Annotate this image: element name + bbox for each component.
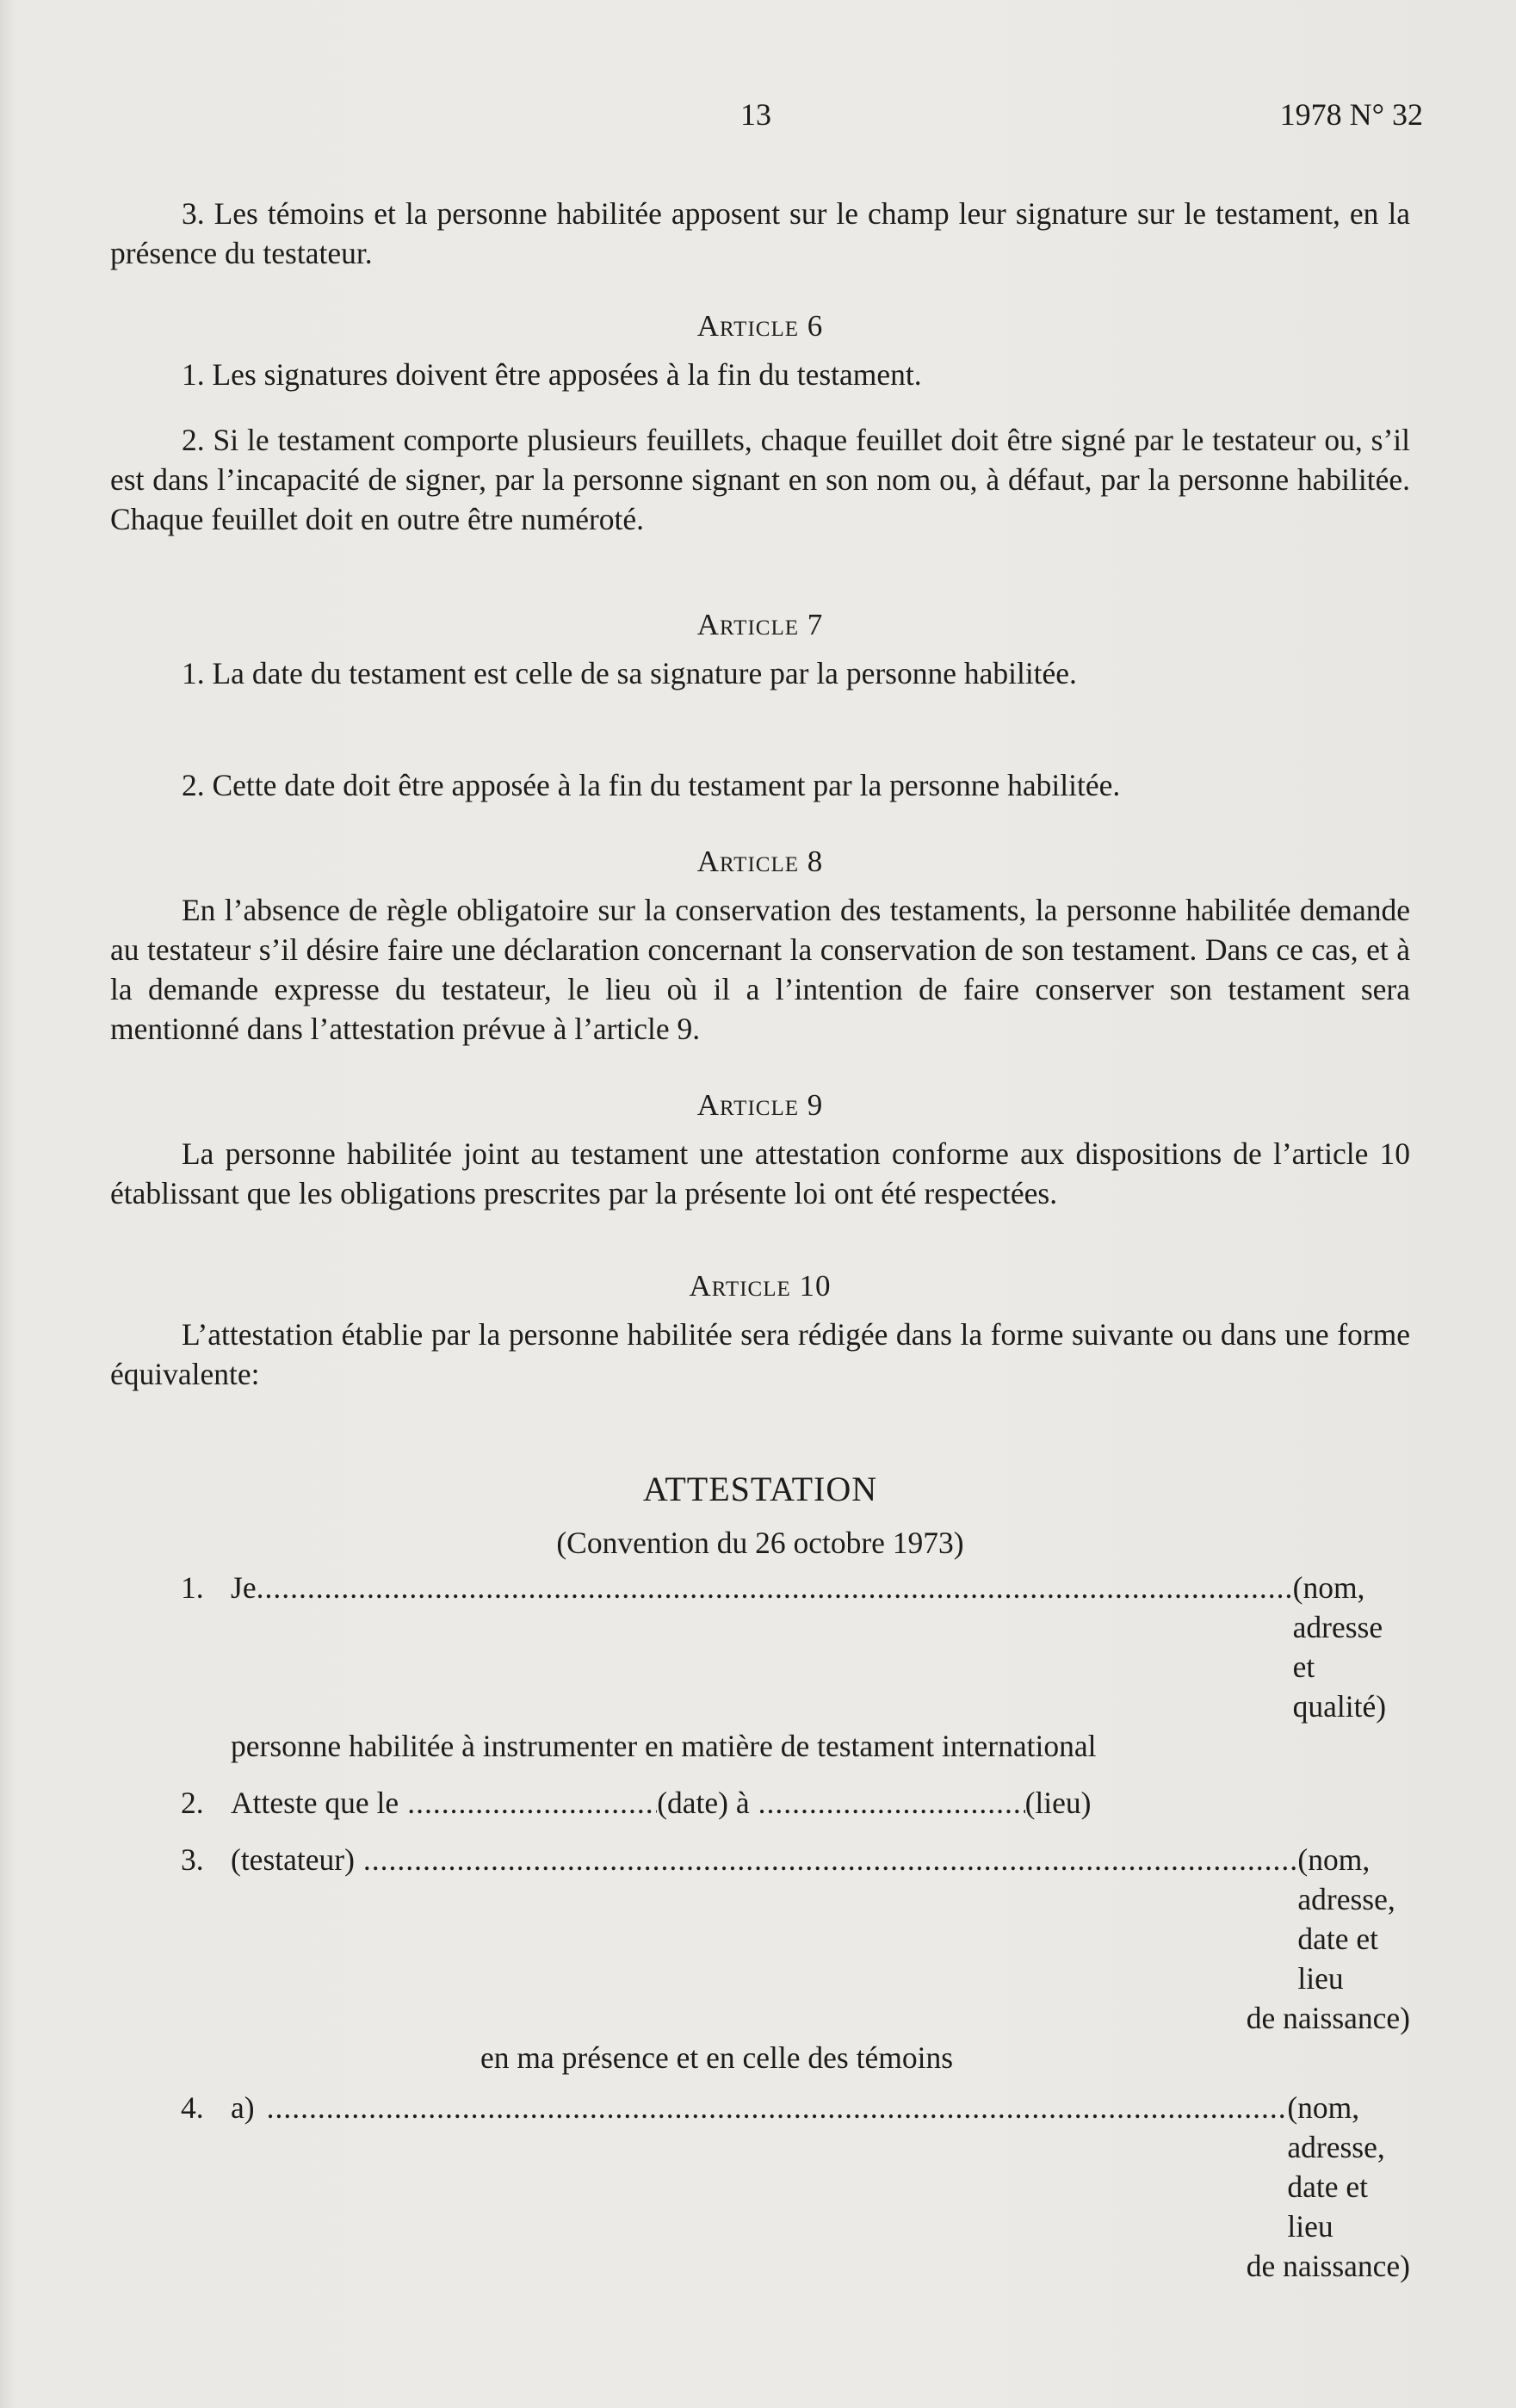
item-number: 2. bbox=[181, 1786, 204, 1820]
fill-in-dotted-line bbox=[758, 1783, 1025, 1823]
item-number: 3. bbox=[181, 1842, 204, 1877]
article10-paragraph1: L’attestation établie par la personne habilitée sera rédigée dans la forme suivante ou dans une forme équivalente: bbox=[110, 1317, 1410, 1391]
article7-paragraph2: 2. Cette date doit être apposée à la fin du testament par la personne habilitée. bbox=[182, 768, 1121, 802]
article5-paragraph3: 3. Les témoins et la personne habilitée apposent sur le champ leur signature sur le testament, en la présence du testateur. bbox=[110, 196, 1410, 270]
article7-paragraph1: 1. La date du testament est celle de sa signature par la personne habilitée. bbox=[182, 656, 1077, 690]
attestation-item-2 bbox=[181, 1783, 1410, 1823]
attestation-presence-line: en ma présence et en celle des témoins bbox=[480, 2040, 954, 2075]
attestation-item-4-line2: de naissance) bbox=[1246, 2249, 1410, 2283]
page-header bbox=[0, 96, 1516, 139]
item-hint: (nom, adresse et qualité) bbox=[1292, 1570, 1387, 1724]
article6-paragraph2: 2. Si le testament comporte plusieurs feuillets, chaque feuillet doit être signé par le testateur ou, s’il est dans l’incapacité de signer, par la personne signant en son nom ou, à défaut, par la personne habilitée. Chaque feuillet doit en outre être numéroté. bbox=[110, 423, 1410, 536]
fill-in-dotted-line bbox=[407, 1783, 657, 1823]
item-number: 1. bbox=[181, 1570, 204, 1605]
item-hint: (lieu) bbox=[1024, 1786, 1092, 1820]
item-hint: (date) à bbox=[657, 1786, 750, 1820]
article9-heading: Article 9 bbox=[696, 1088, 824, 1122]
article8-heading: Article 8 bbox=[696, 845, 824, 878]
article9-paragraph1: La personne habilitée joint au testament une attestation conforme aux dispositions de l’article 10 établissant que les obligations prescrites par la présente loi ont été respectées. bbox=[110, 1136, 1410, 1210]
attestation-subtitle: (Convention du 26 octobre 1973) bbox=[556, 1526, 964, 1560]
page-body bbox=[110, 194, 1410, 2286]
article6-paragraph1: 1. Les signatures doivent être apposées à la fin du testament. bbox=[182, 357, 922, 392]
fill-in-dotted-line bbox=[363, 1840, 1298, 1879]
attestation-item-3-line2: de naissance) bbox=[1246, 2001, 1410, 2035]
item-hint: (nom, adresse, date et lieu bbox=[1297, 1842, 1395, 1996]
attestation-item-3 bbox=[181, 1840, 1410, 1998]
article6-heading: Article 6 bbox=[696, 309, 824, 343]
fill-in-dotted-line bbox=[257, 1568, 1293, 1607]
item-label: Atteste que le bbox=[231, 1786, 399, 1820]
article8-paragraph1: En l’absence de règle obligatoire sur la conservation des testaments, la personne habilitée demande au testateur s’il désire faire une déclaration concernant la conservation de son testament. Dans ce cas, et à la demande expresse du testateur, le lieu où il a l’intention de faire conserver son testament sera mentionné dans l’attestation prévue à l’article 9. bbox=[110, 893, 1410, 1046]
article7-heading: Article 7 bbox=[696, 608, 824, 641]
item-label: Je bbox=[231, 1570, 257, 1605]
page-number: 13 bbox=[740, 97, 771, 132]
attestation-item-1-line2: personne habilitée à instrumenter en matière de testament international bbox=[231, 1729, 1097, 1763]
item-number: 4. bbox=[181, 2090, 204, 2125]
gazette-reference: 1978 N° 32 bbox=[1279, 97, 1423, 132]
fill-in-dotted-line bbox=[267, 2088, 1288, 2127]
article10-heading: Article 10 bbox=[689, 1269, 832, 1303]
attestation-item-1 bbox=[181, 1568, 1410, 1726]
attestation-form bbox=[181, 1568, 1410, 2286]
item-hint: (nom, adresse, date et lieu bbox=[1287, 2090, 1385, 2244]
item-label: (testateur) bbox=[231, 1842, 355, 1877]
attestation-title: ATTESTATION bbox=[642, 1470, 878, 1508]
attestation-item-4 bbox=[181, 2088, 1410, 2246]
item-label: a) bbox=[231, 2090, 255, 2125]
